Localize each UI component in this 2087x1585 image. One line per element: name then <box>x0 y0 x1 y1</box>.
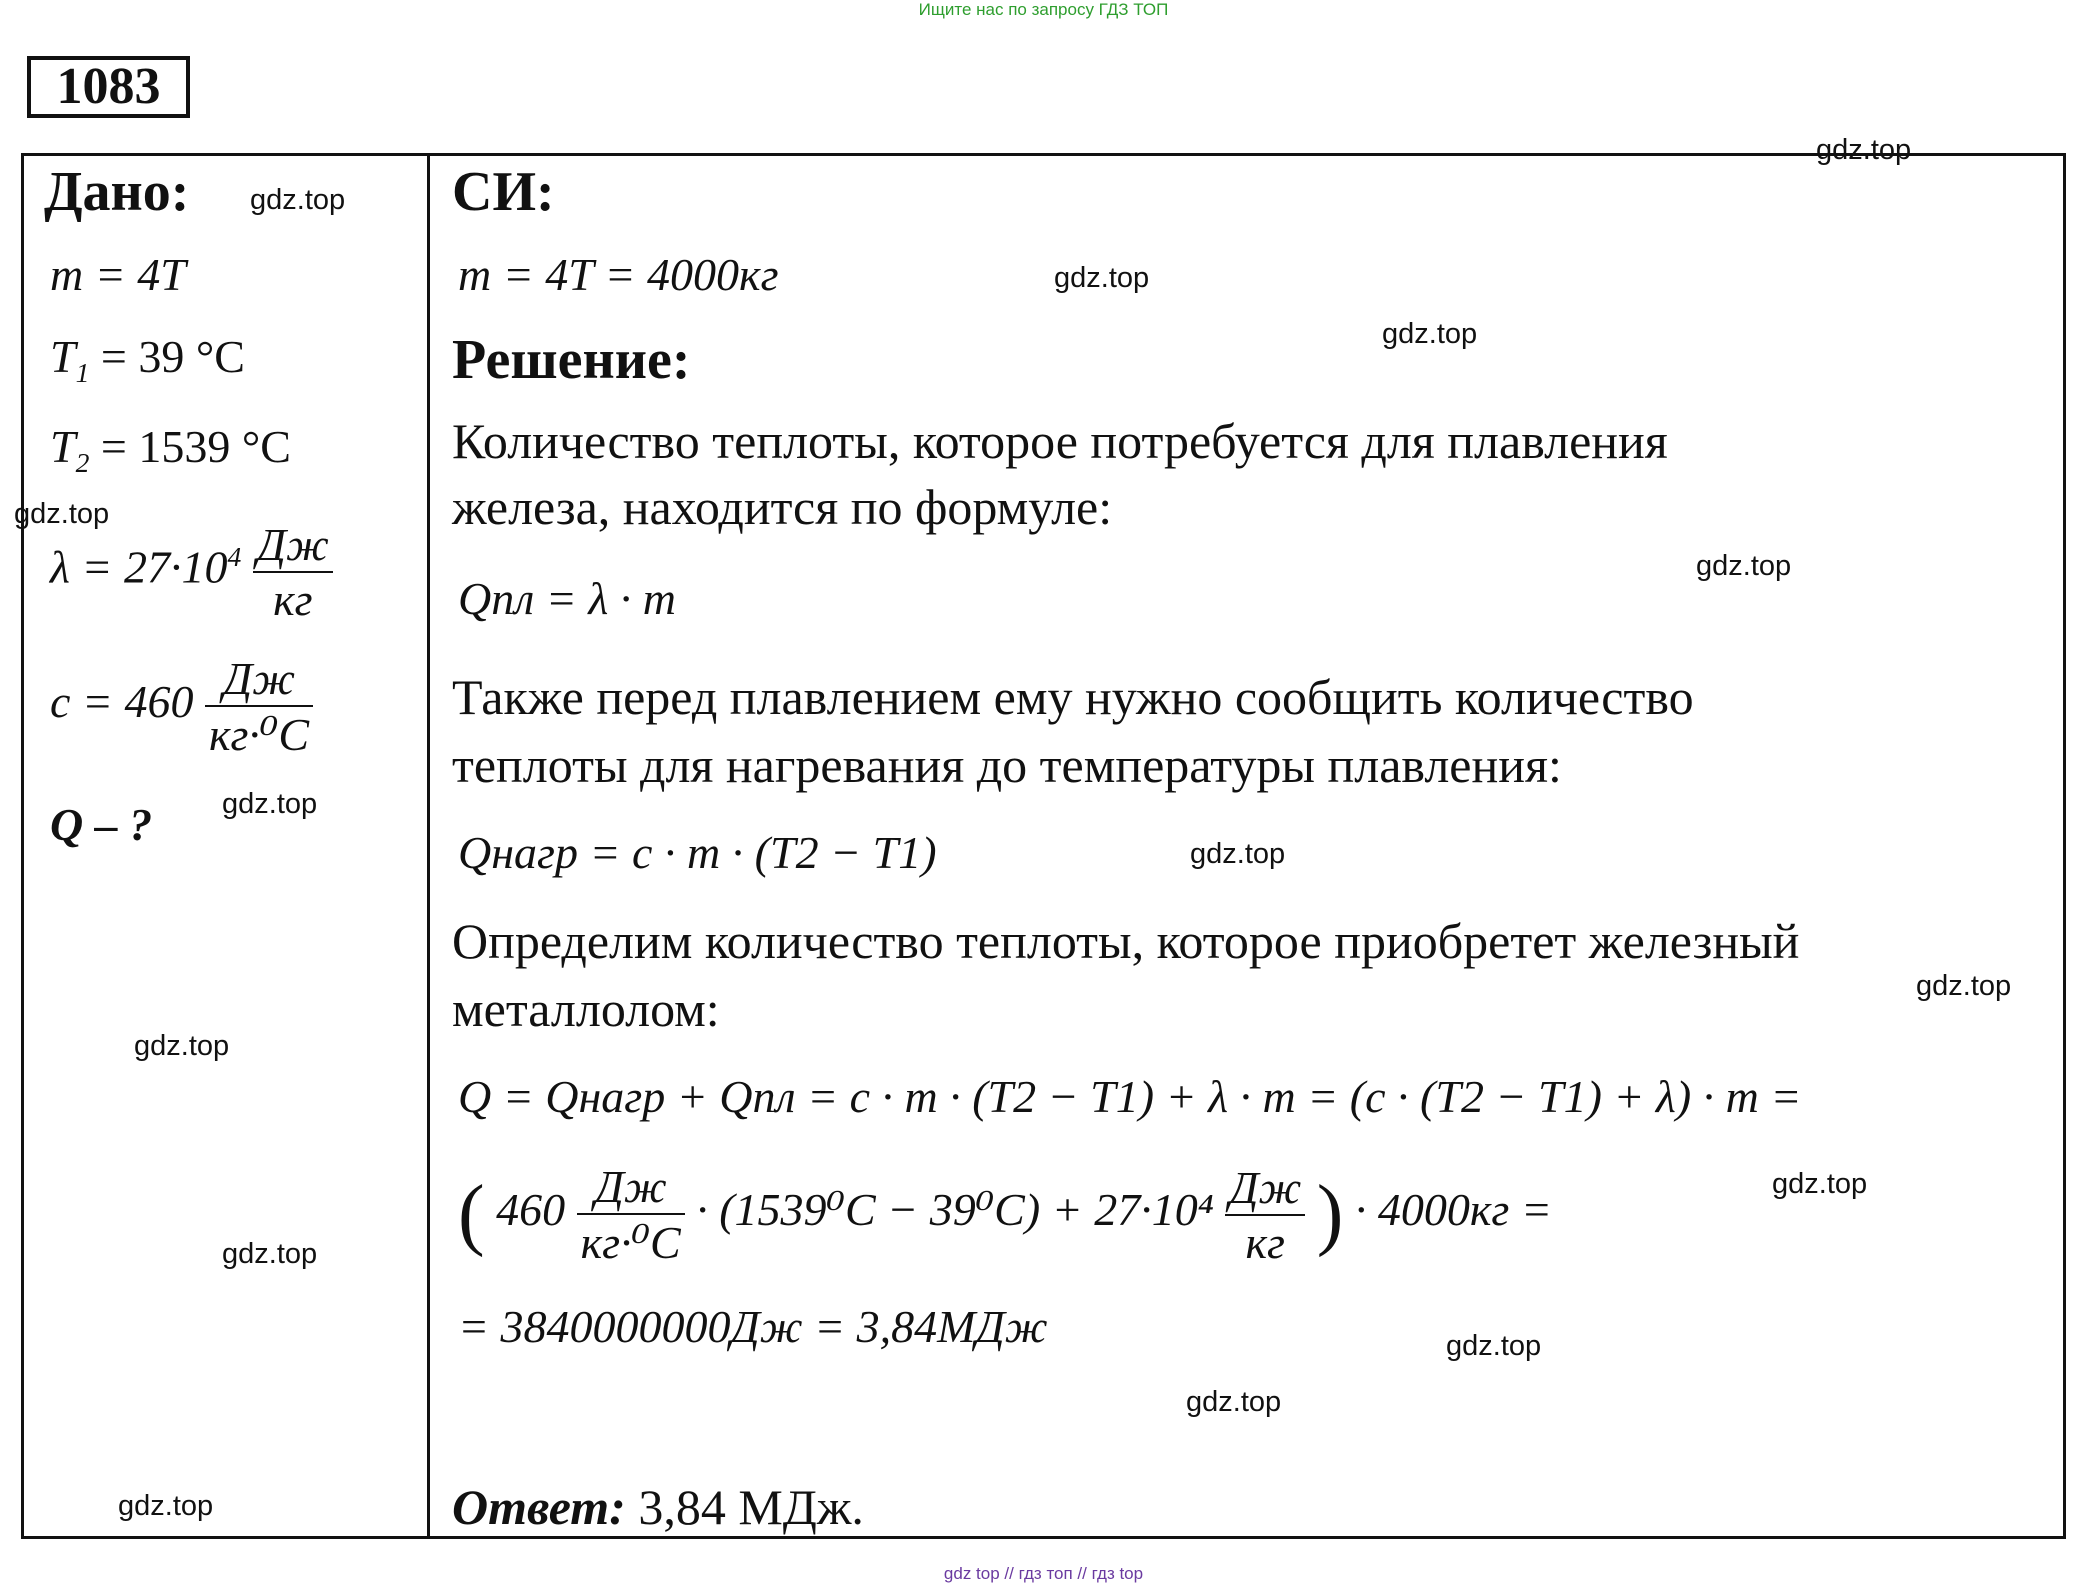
formula-heating: Qнагр = c · m · (T2 − T1) <box>458 827 937 878</box>
watermark: gdz.top <box>1772 1168 1868 1200</box>
formula-substitution: ( 460 $\frac{Дж}{\text{кг·⁰C}}$ · (1539⁰C − 39⁰C) + 27·10⁴ $\frac{Дж}{кг}$ ) · 4000кг = <box>458 1161 1552 1268</box>
paragraph-1-line-1: Количество теплоты, которое потребуется для плавления <box>452 413 1668 469</box>
given-question: Q – ? <box>50 799 153 850</box>
watermark: gdz.top <box>222 1238 318 1270</box>
given-mass: m = 4T <box>50 249 186 300</box>
watermark: gdz.top <box>222 788 318 820</box>
footer-links: gdz top // гдз топ // гдз top <box>943 1564 1144 1583</box>
answer <box>452 1478 864 1536</box>
watermark: gdz.top <box>1382 318 1478 350</box>
paragraph-2-line-2: теплоты для нагревания до температуры плавления: <box>452 737 1562 793</box>
watermark: gdz.top <box>1186 1386 1282 1418</box>
watermark: gdz.top <box>1446 1330 1542 1362</box>
paragraph-3-line-1: Определим количество теплоты, которое приобретет железный <box>452 913 1800 969</box>
si-mass: m = 4T = 4000кг <box>458 249 779 300</box>
watermark: gdz.top <box>1696 550 1792 582</box>
paragraph-3-line-2: металлолом: <box>452 981 720 1037</box>
watermark: gdz.top <box>14 498 110 530</box>
si-header: СИ: <box>452 161 555 223</box>
solution-header: Решение: <box>452 329 691 391</box>
paragraph-1-line-2: железа, находится по формуле: <box>452 479 1113 535</box>
watermark: gdz.top <box>1054 262 1150 294</box>
answer-value: 3,84 МДж. <box>625 1479 864 1535</box>
given-t2: $T_2 = 1539$ °C <box>50 421 291 479</box>
watermark: gdz.top <box>1190 838 1286 870</box>
watermark: gdz.top <box>250 184 346 216</box>
top-banner: Ищите нас по запросу ГДЗ ТОП <box>918 0 1169 19</box>
watermark: gdz.top <box>1816 134 1912 166</box>
formula-melting: Qпл = λ · m <box>458 573 676 624</box>
column-divider <box>427 153 430 1539</box>
answer-label: Ответ: <box>452 1479 626 1535</box>
problem-number: 1083 <box>27 56 190 118</box>
given-lambda: $\lambda = 27\cdot 10^4$ $\frac{Дж}{кг}$ <box>50 518 333 626</box>
formula-result: = 3840000000Дж = 3,84МДж <box>458 1301 1048 1352</box>
paragraph-2-line-1: Также перед плавлением ему нужно сообщить количество <box>452 669 1694 725</box>
watermark: gdz.top <box>1916 970 2012 1002</box>
given-t1: $T_1 = 39$ °C <box>50 331 245 389</box>
watermark: gdz.top <box>134 1030 230 1062</box>
given-c: c = 460 $\frac{Дж}{\text{кг·⁰C}}$ <box>50 652 313 761</box>
watermark: gdz.top <box>118 1490 214 1522</box>
formula-total: Q = Qнагр + Qпл = c · m · (T2 − T1) + λ · m = (c · (T2 − T1) + λ) · m = <box>458 1071 1802 1122</box>
given-header: Дано: <box>44 161 190 223</box>
